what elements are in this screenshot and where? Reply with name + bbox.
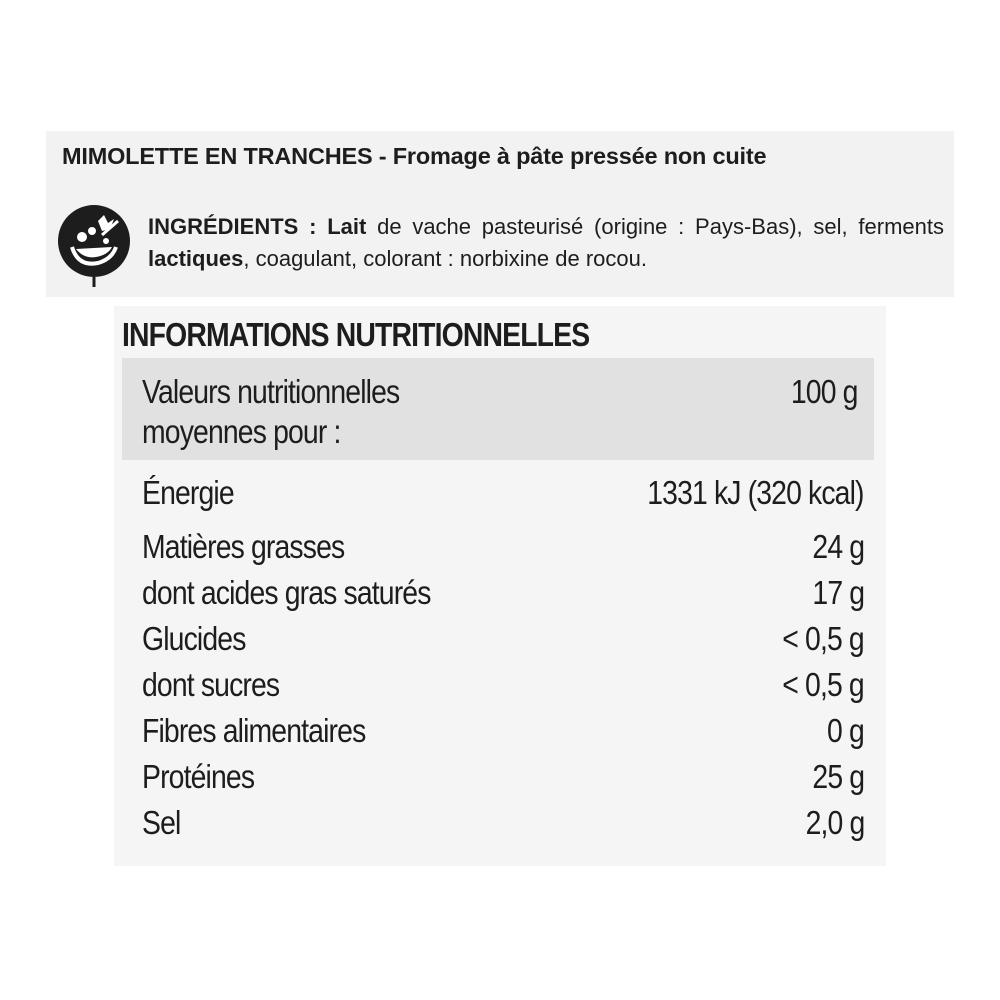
nutrition-header-label xyxy=(142,372,399,452)
ingredients-part: de vache pasteurisé (origine : Pays-Bas), sel, ferments xyxy=(366,214,944,239)
nutrition-title: INFORMATIONS NUTRITIONNELLES xyxy=(122,316,590,353)
table-row xyxy=(142,524,864,570)
nutrition-panel xyxy=(114,306,886,866)
product-name: MIMOLETTE EN TRANCHES xyxy=(62,143,373,169)
ingredient-allergen-milk: Lait xyxy=(327,214,367,239)
ingredients-text xyxy=(148,211,944,275)
allergen-food-icon xyxy=(54,201,134,291)
product-title xyxy=(62,143,946,170)
table-row xyxy=(142,470,864,516)
ingredient-allergen-lactic: lactiques xyxy=(148,246,244,271)
row-value-protein: 25 g xyxy=(812,758,864,795)
header-label-line1: Valeurs nutritionnelles xyxy=(142,373,400,410)
table-row xyxy=(142,570,864,616)
row-name-saturated-fat: dont acides gras saturés xyxy=(142,574,431,611)
row-name-protein: Protéines xyxy=(142,758,255,795)
row-name-fibre: Fibres alimentaires xyxy=(142,712,366,749)
table-row xyxy=(142,754,864,800)
table-row xyxy=(142,708,864,754)
title-separator: - xyxy=(372,143,393,169)
nutrition-header-value: 100 g xyxy=(791,373,858,410)
nutrition-rows xyxy=(142,470,864,846)
row-value-fibre: 0 g xyxy=(827,712,864,749)
table-row xyxy=(142,800,864,846)
product-description: Fromage à pâte pressée non cuite xyxy=(392,143,767,169)
row-value-fat: 24 g xyxy=(812,528,864,565)
row-value-saturated-fat: 17 g xyxy=(812,574,864,611)
row-name-fat: Matières grasses xyxy=(142,528,345,565)
row-name-sugars: dont sucres xyxy=(142,666,280,703)
table-row xyxy=(142,662,864,708)
row-value-sugars: < 0,5 g xyxy=(782,666,864,703)
row-value-energy: 1331 kJ (320 kcal) xyxy=(647,474,864,511)
ingredients-heading: INGRÉDIENTS : xyxy=(148,214,317,239)
product-info-panel xyxy=(46,131,954,297)
row-value-carbohydrates: < 0,5 g xyxy=(782,620,864,657)
table-row xyxy=(142,616,864,662)
row-name-energy: Énergie xyxy=(142,474,234,511)
row-name-salt: Sel xyxy=(142,804,181,841)
row-name-carbohydrates: Glucides xyxy=(142,620,246,657)
header-label-line2: moyennes pour : xyxy=(142,413,341,450)
ingredients-part-end: , coagulant, colorant : norbixine de rocou. xyxy=(243,246,647,271)
row-value-salt: 2,0 g xyxy=(805,804,864,841)
nutrition-header xyxy=(122,358,874,460)
